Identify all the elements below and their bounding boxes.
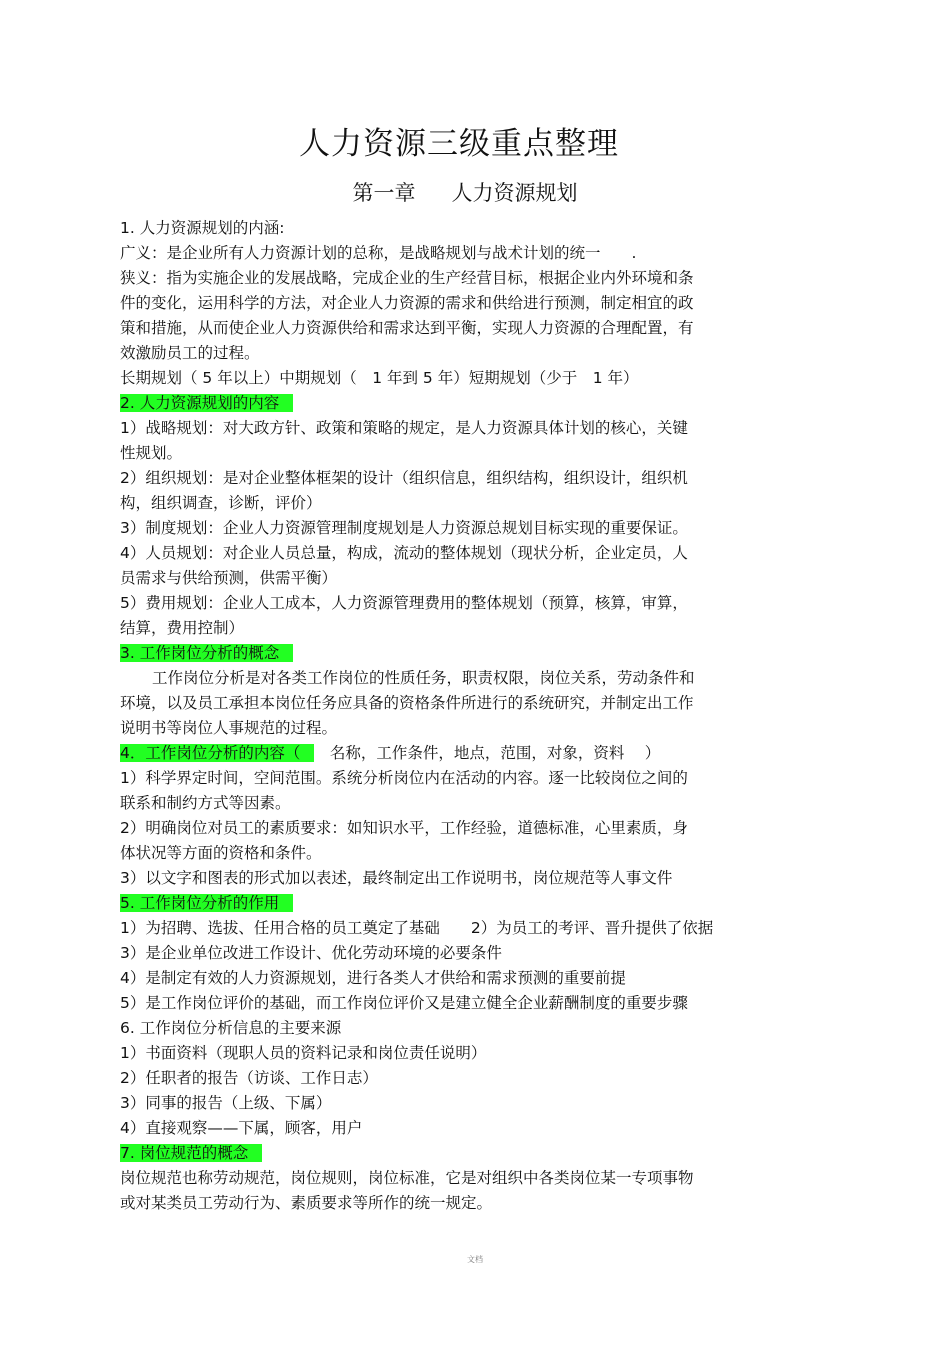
text-line-content: 4）直接观察——下属，顾客，用户 — [120, 1119, 363, 1137]
text-line-content: 2）组织规划：是对企业整体框架的设计（组织信息，组织结构，组织设计，组织机 — [120, 469, 688, 487]
text-line-content: 件的变化，运用科学的方法，对企业人力资源的需求和供给进行预测，制定相宜的政 — [120, 294, 694, 312]
text-line — [120, 541, 800, 566]
text-line — [120, 1091, 800, 1116]
section-heading-detail: 名称，工作条件，地点，范围，对象，资料 ） — [314, 744, 661, 762]
text-line — [120, 216, 800, 241]
text-line — [120, 1066, 800, 1091]
page-footer: 文档 — [467, 1255, 483, 1264]
section-heading — [120, 641, 800, 666]
text-line — [120, 1016, 800, 1041]
text-line — [120, 491, 800, 516]
section-heading — [120, 741, 800, 766]
text-line — [120, 766, 800, 791]
text-line-content: 员需求与供给预测，供需平衡） — [120, 569, 338, 587]
text-line-content: 3）同事的报告（上级、下属） — [120, 1094, 332, 1112]
text-line — [120, 691, 800, 716]
text-line-content: 联系和制约方式等因素。 — [120, 794, 291, 812]
text-line — [120, 1166, 800, 1191]
document-body — [120, 216, 800, 1216]
text-line-content: 说明书等岗位人事规范的过程。 — [120, 719, 338, 737]
text-line — [120, 991, 800, 1016]
text-line-content: 1）书面资料（现职人员的资料记录和岗位责任说明） — [120, 1044, 487, 1062]
text-line — [120, 1116, 800, 1141]
text-line-content: 4）是制定有效的人力资源规划，进行各类人才供给和需求预测的重要前提 — [120, 969, 626, 987]
document-title: 人力资源三级重点整理 — [299, 126, 619, 162]
text-line-content: 策和措施，从而使企业人力资源供给和需求达到平衡，实现人力资源的合理配置，有 — [120, 319, 694, 337]
text-line-content: 构，组织调查，诊断，评价） — [120, 494, 322, 512]
text-line — [120, 416, 800, 441]
chapter-name: 人力资源规划 — [451, 181, 578, 205]
text-line-content: 5）费用规划：企业人工成本，人力资源管理费用的整体规划（预算，核算，审算， — [120, 594, 688, 612]
text-line-content: 效激励员工的过程。 — [120, 344, 260, 362]
text-line — [120, 916, 800, 941]
text-line-content: 广义：是企业所有人力资源计划的总称，是战略规划与战术计划的统一 . — [120, 244, 637, 262]
text-line — [120, 316, 800, 341]
section-heading — [120, 891, 800, 916]
text-line — [120, 941, 800, 966]
section-heading — [120, 1141, 800, 1166]
text-line — [120, 841, 800, 866]
text-line — [120, 616, 800, 641]
text-line-content: 3）制度规划：企业人力资源管理制度规划是人力资源总规划目标实现的重要保证。 — [120, 519, 688, 537]
text-line — [120, 241, 800, 266]
text-line — [120, 291, 800, 316]
text-line — [120, 341, 800, 366]
text-line-content: 2）明确岗位对员工的素质要求：如知识水平，工作经验，道德标准，心里素质，身 — [120, 819, 688, 837]
section-heading-text: 2. 人力资源规划的内容 — [120, 394, 293, 412]
text-line — [120, 966, 800, 991]
text-line-content: 狭义：指为实施企业的发展战略，完成企业的生产经营目标，根据企业内外环境和条 — [120, 269, 694, 287]
text-line-content: 4）人员规划：对企业人员总量，构成，流动的整体规划（现状分析，企业定员，人 — [120, 544, 688, 562]
text-line — [120, 591, 800, 616]
text-line-content: 长期规划（ 5 年以上）中期规划（ 1 年到 5 年）短期规划（少于 1 年） — [120, 369, 639, 387]
text-line-content: 1）科学界定时间，空间范围。系统分析岗位内在活动的内容。逐一比较岗位之间的 — [120, 769, 688, 787]
chapter-heading — [0, 178, 930, 208]
text-line — [120, 716, 800, 741]
text-line — [120, 441, 800, 466]
text-line-content: 3）是企业单位改进工作设计、优化劳动环境的必要条件 — [120, 944, 502, 962]
text-line-content: 6. 工作岗位分析信息的主要来源 — [120, 1019, 342, 1037]
text-line — [120, 466, 800, 491]
text-line-content: 结算，费用控制） — [120, 619, 245, 637]
text-line — [120, 666, 800, 691]
section-heading — [120, 391, 800, 416]
text-line-content: 5）是工作岗位评价的基础，而工作岗位评价又是建立健全企业薪酬制度的重要步骤 — [120, 994, 688, 1012]
section-heading-text: 5. 工作岗位分析的作用 — [120, 894, 293, 912]
text-line-content: 1）战略规划：对大政方针、政策和策略的规定，是人力资源具体计划的核心，关键 — [120, 419, 688, 437]
text-line-content: 2）任职者的报告（访谈、工作日志） — [120, 1069, 378, 1087]
text-line — [120, 366, 800, 391]
text-line-content: 1）为招聘、选拔、任用合格的员工奠定了基础 2）为员工的考评、晋升提供了依据 — [120, 919, 714, 937]
text-line-content: 或对某类员工劳动行为、素质要求等所作的统一规定。 — [120, 1194, 493, 1212]
text-line — [120, 1041, 800, 1066]
section-heading-text: 7. 岗位规范的概念 — [120, 1144, 262, 1162]
text-line — [120, 266, 800, 291]
text-line-content: 3）以文字和图表的形式加以表述，最终制定出工作说明书，岗位规范等人事文件 — [120, 869, 673, 887]
section-heading-text: 3. 工作岗位分析的概念 — [120, 644, 293, 662]
chapter-number: 第一章 — [352, 181, 416, 205]
text-line — [120, 516, 800, 541]
text-line-content: 性规划。 — [120, 444, 183, 462]
section-heading-text: 4．工作岗位分析的内容（ — [120, 744, 314, 762]
text-line — [120, 566, 800, 591]
text-line — [120, 1191, 800, 1216]
text-line-content: 1. 人力资源规划的内涵: — [120, 219, 285, 237]
text-line — [120, 866, 800, 891]
text-line — [120, 816, 800, 841]
text-line-content: 体状况等方面的资格和条件。 — [120, 844, 322, 862]
text-line-content: 环境，以及员工承担本岗位任务应具备的资格条件所进行的系统研究，并制定出工作 — [120, 694, 694, 712]
text-line — [120, 791, 800, 816]
text-line-content: 工作岗位分析是对各类工作岗位的性质任务，职责权限，岗位关系，劳动条件和 — [152, 669, 695, 687]
text-line-content: 岗位规范也称劳动规范，岗位规则，岗位标准，它是对组织中各类岗位某一专项事物 — [120, 1169, 694, 1187]
